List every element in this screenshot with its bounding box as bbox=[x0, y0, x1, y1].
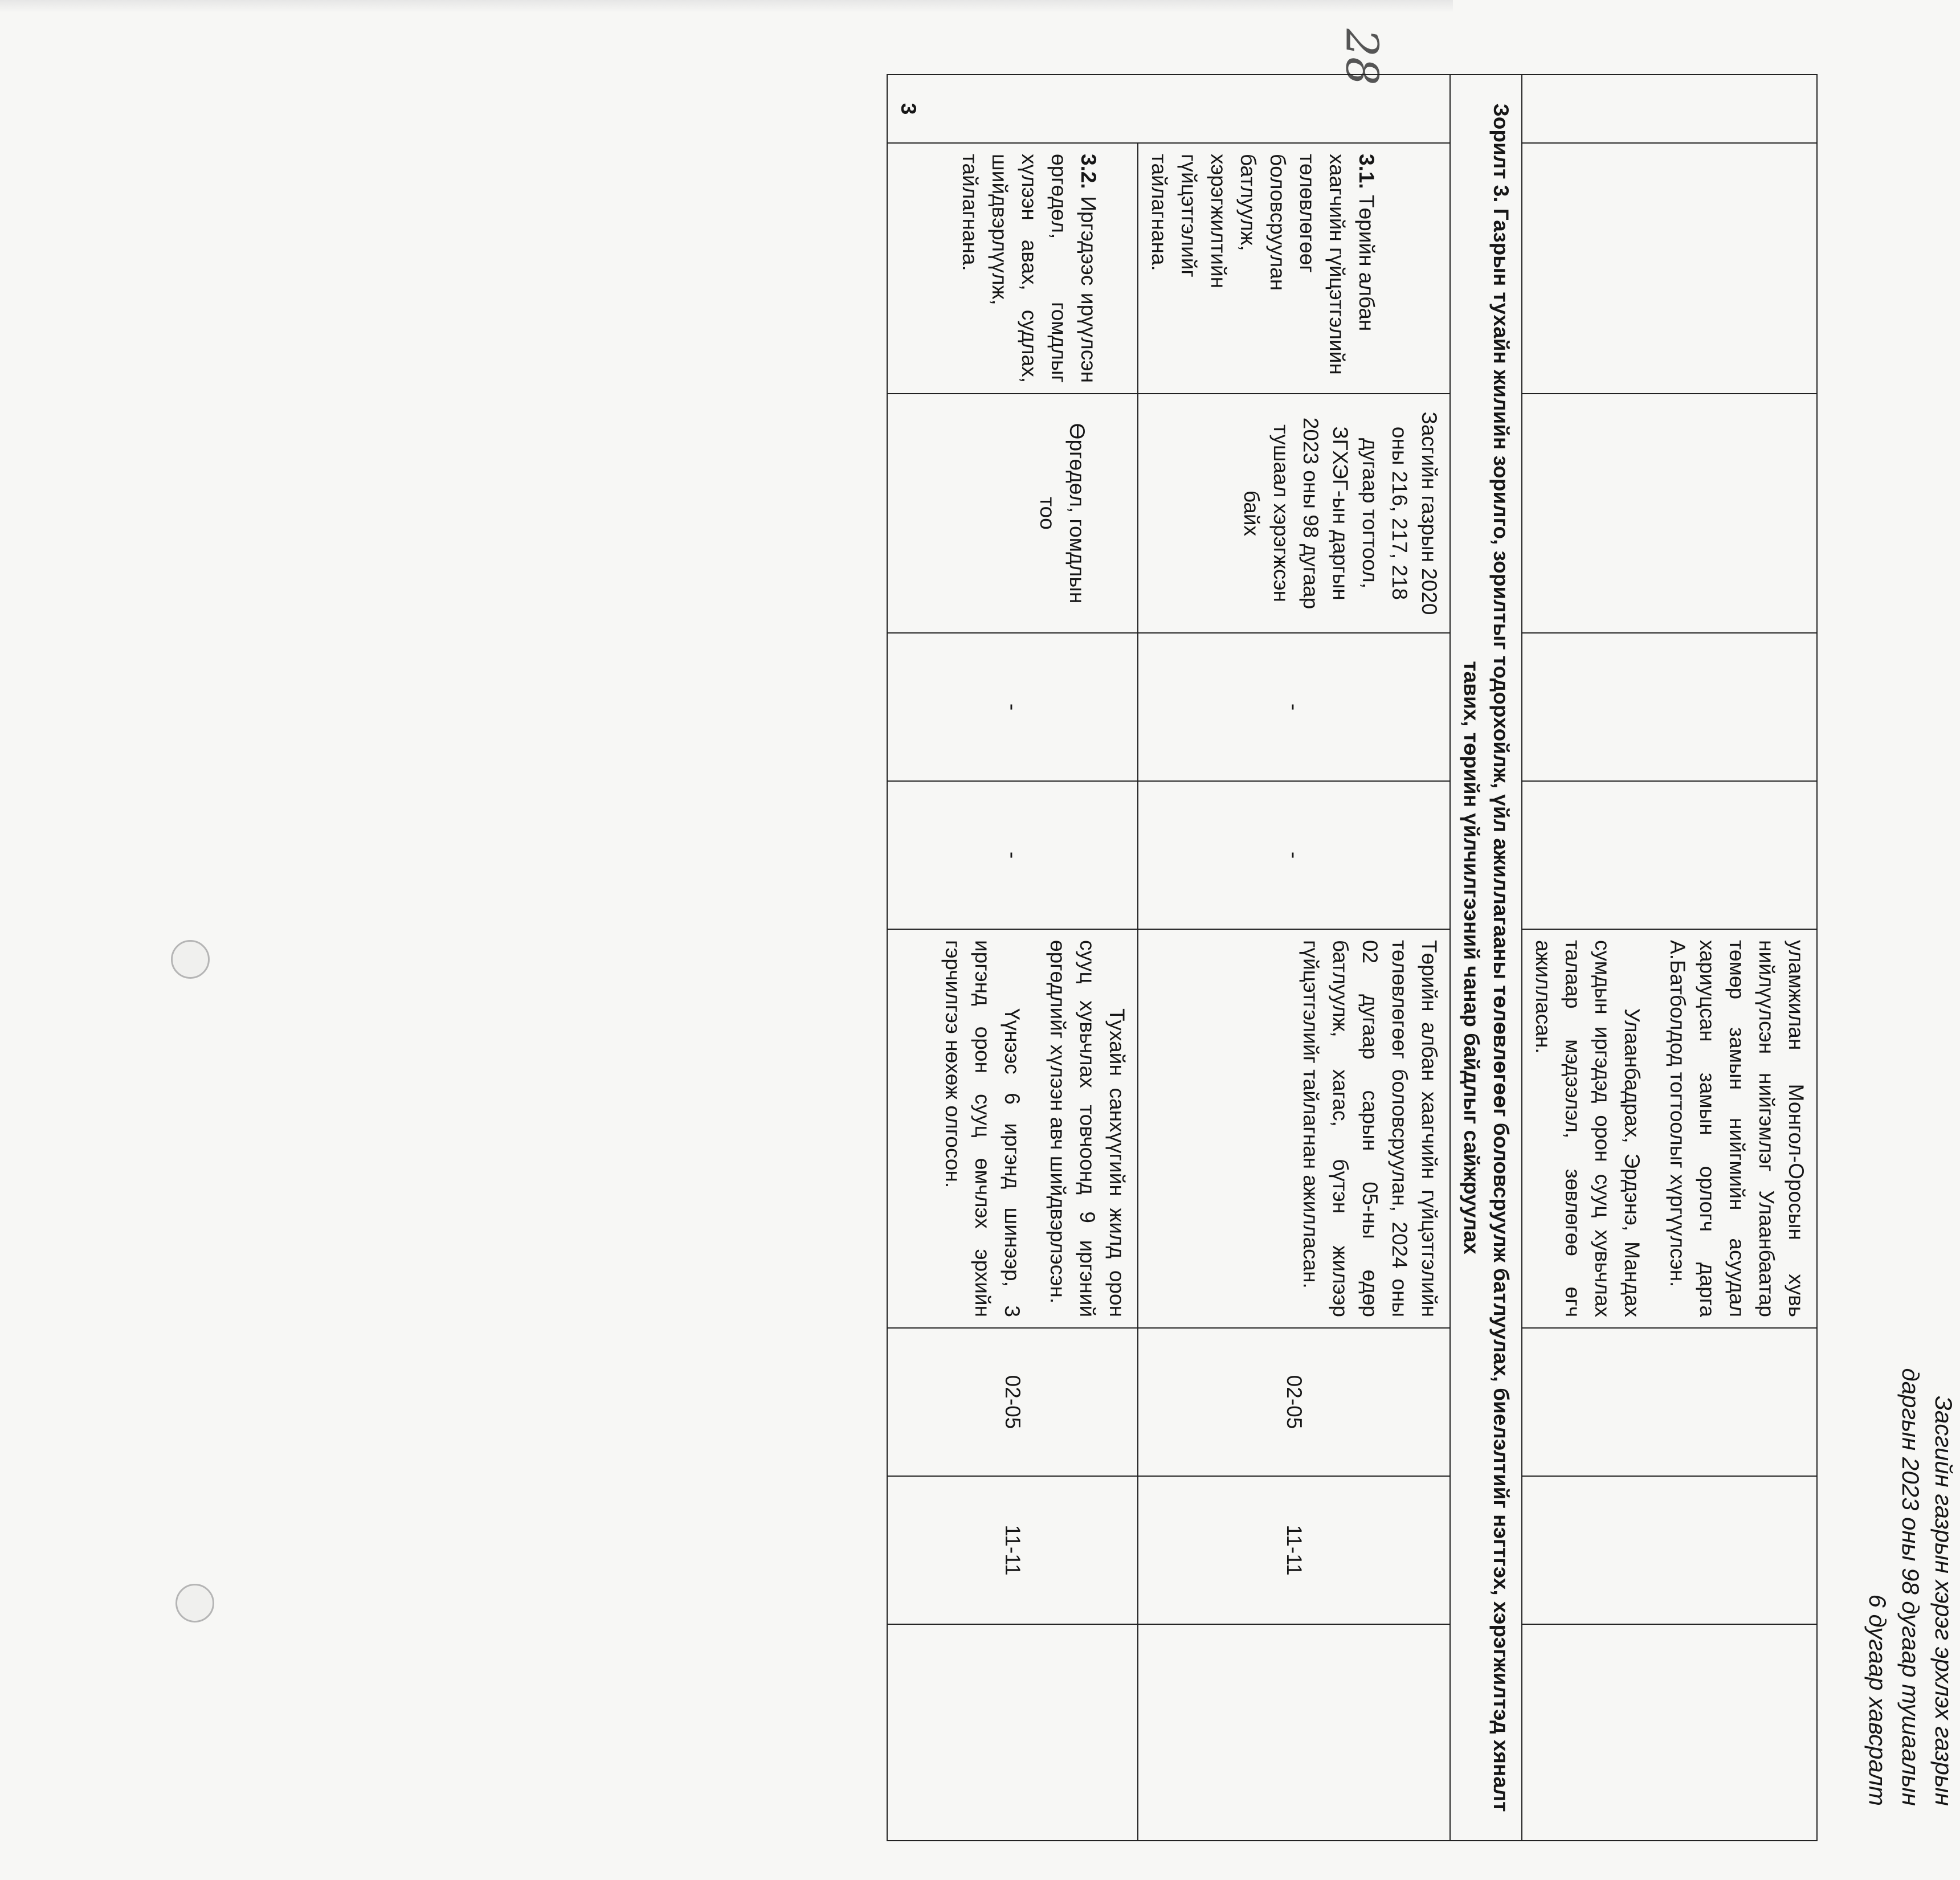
table-row bbox=[1522, 75, 1817, 1841]
plan-table bbox=[887, 74, 1818, 1841]
cell-note bbox=[1522, 1624, 1817, 1841]
task-number: 3.2. bbox=[1077, 154, 1100, 189]
cell-task bbox=[1138, 143, 1450, 394]
cell-result bbox=[887, 929, 1138, 1328]
cell-criteria: Засгийн газрын 2020 оны 216, 217, 218 дугаар тогтоол, ЗГХЭГ-ын даргын 2023 оны 98 дугаар тушаал хэрэгжсэн байх bbox=[1138, 394, 1450, 633]
task-number: 3.1. bbox=[1355, 154, 1378, 189]
cell-code bbox=[1522, 1328, 1817, 1476]
cell-empty bbox=[1522, 781, 1817, 929]
cell-note bbox=[887, 1624, 1138, 1841]
task-text: Иргэдээс ирүүлсэн өргөдөл, гомдлыг хүлээн авах, судлах, шийдвэрлүүлж, тайлагнана. bbox=[958, 154, 1100, 383]
cell-score: 11-11 bbox=[1138, 1476, 1450, 1624]
header-line-3: 6 дугаар хавсралт bbox=[1864, 1594, 1891, 1806]
cell-criteria: Өргөдөл, гомдлын тоо bbox=[887, 394, 1138, 633]
table-row bbox=[887, 75, 1138, 1841]
cell-value: - bbox=[887, 633, 1138, 781]
goal-3-title: Зорилт 3. Газрын тухайн жилийн зорилго, зорилтыг тодорхойлж, үйл ажиллагааны төлөвлөгөөг боловсруулж батлуулах, биелэлтийг нэгтгэх, хэрэгжилтэд хяналт тавих, төрийн үйлчилгээний чанар байдлыг сайжруулах bbox=[1450, 75, 1522, 1841]
cell-score: 11-11 bbox=[887, 1476, 1138, 1624]
punch-hole-icon bbox=[171, 940, 210, 979]
result-paragraph: Улаанбадрах, Эрдэнэ, Мандах сумдын иргэдэд орон сууц хувьчлах талаар мэдээлэл, зөвлөгөө өгч ажилласан. bbox=[1532, 940, 1644, 1317]
cell-number bbox=[1522, 75, 1817, 143]
cell-value: - bbox=[1138, 781, 1450, 929]
scan-edge bbox=[0, 0, 1453, 13]
result-paragraph: уламжилан Монгол-Оросын хувь нийлүүлсэн нийгэмлэг Улаанбаатар төмөр замын нийгмийн асуудал хариуцсан замын орлогч дарга А.Батболдод тогтоолыг хүргүүлсэн. bbox=[1666, 940, 1808, 1317]
punch-hole-icon bbox=[175, 1584, 214, 1622]
cell-value: - bbox=[1138, 633, 1450, 781]
result-paragraph: Тухайн санхүүгийн жилд орон сууц хувьчлах товчоонд 9 иргэний өргөдлийг хүлээн авч шийдвэрлэсэн. bbox=[1046, 940, 1129, 1317]
cell-empty bbox=[1522, 633, 1817, 781]
rotated-page-content bbox=[889, 74, 1960, 1840]
cell-score bbox=[1522, 1476, 1817, 1624]
cell-task bbox=[1522, 143, 1817, 394]
cell-result: Төрийн албан хаагчийн гүйцэтгэлийн төлөвлөгөөг боловсруулан, 2024 оны 02 дугаар сарын 05-ны өдөр батлуулж, хагас, бүтэн жилээр гүйцэтгэлийг тайлагнан ажилласан. bbox=[1138, 929, 1450, 1328]
group-number: 3 bbox=[887, 75, 1450, 143]
header-line-2: даргын 2023 оны 98 дугаар тушаалын bbox=[1897, 1368, 1924, 1806]
cell-criteria bbox=[1522, 394, 1817, 633]
cell-note bbox=[1138, 1624, 1450, 1841]
table-row bbox=[1138, 75, 1450, 1841]
cell-value: - bbox=[887, 781, 1138, 929]
goal-row bbox=[1450, 75, 1522, 1841]
handwritten-page-number: 28 bbox=[1336, 28, 1387, 85]
cell-code: 02-05 bbox=[1138, 1328, 1450, 1476]
result-paragraph: Үүнээс 6 иргэнд шинээр, 3 иргэнд орон сууц өмчлэх эрхийн гэрчилгээ нөхөж олгосон. bbox=[941, 940, 1024, 1317]
task-text: Төрийн албан хаагчийн гүйцэтгэлийн төлөвлөгөөг боловсруулан батлуулж, хэрэгжилтийн гүйцэтгэлийг тайлагнана. bbox=[1148, 154, 1378, 375]
cell-code: 02-05 bbox=[887, 1328, 1138, 1476]
cell-result bbox=[1522, 929, 1817, 1328]
document-header bbox=[1861, 951, 1960, 1806]
header-line-1: Засгийн газрын хэрэг эрхлэх газрын bbox=[1930, 1396, 1957, 1806]
cell-task bbox=[887, 143, 1138, 394]
